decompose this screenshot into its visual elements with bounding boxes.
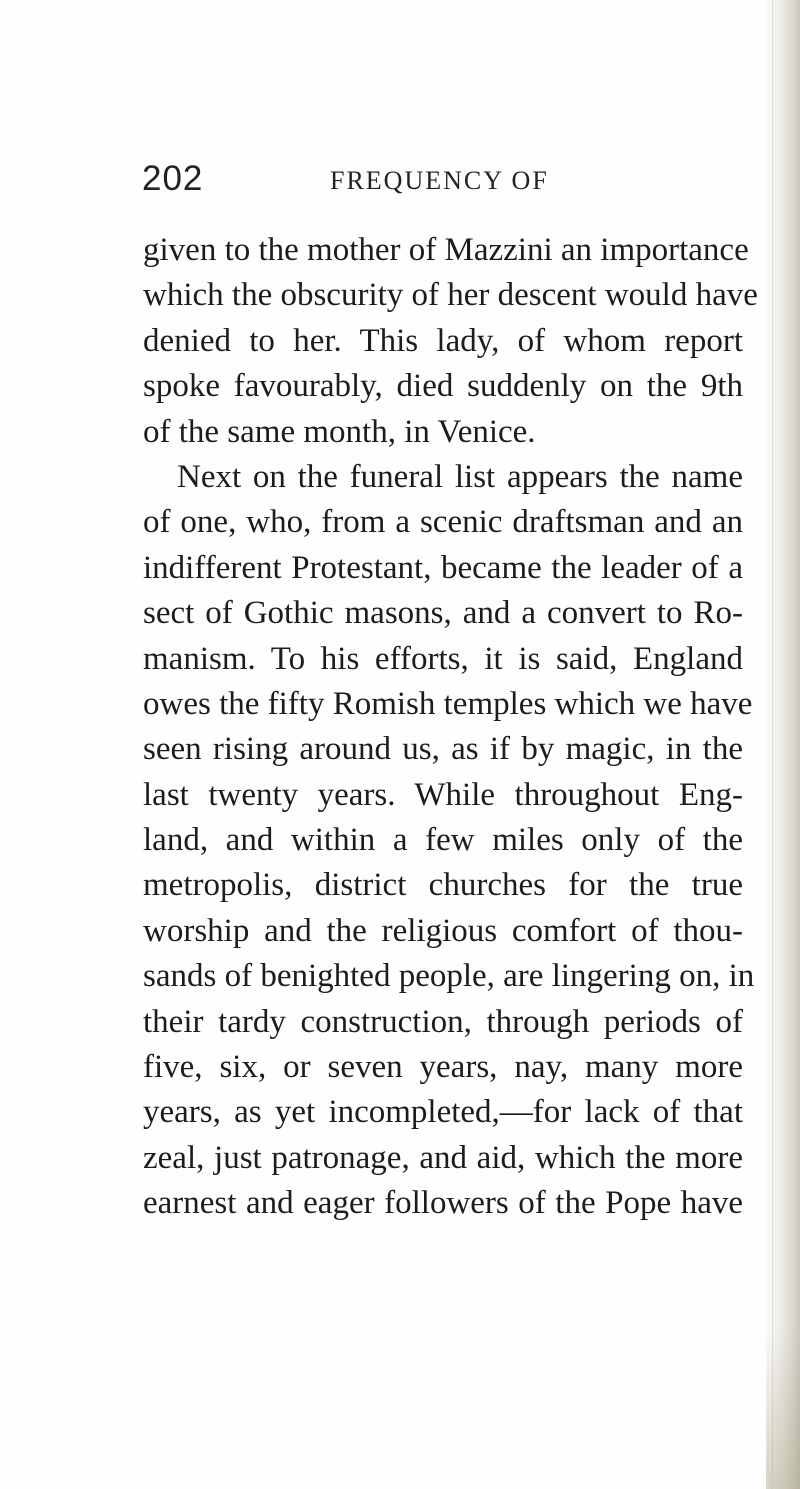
- text-line: worship and the religious comfort of thou-: [143, 912, 743, 949]
- text-line: sect of Gothic masons, and a convert to Ro-: [143, 595, 743, 632]
- running-head: FREQUENCY OF: [330, 166, 549, 195]
- text-line: given to the mother of Mazzini an importance: [143, 232, 749, 268]
- text-line: metropolis, district churches for the true: [143, 867, 743, 904]
- text-line: denied to her. This lady, of whom report: [143, 322, 743, 359]
- text-line: five, six, or seven years, nay, many more: [143, 1049, 743, 1086]
- text-line: owes the fifty Romish temples which we have: [143, 685, 753, 722]
- text-line: seen rising around us, as if by magic, in the: [143, 731, 743, 768]
- text-line: of one, who, from a scenic draftsman and an: [143, 504, 743, 541]
- text-line: which the obscurity of her descent would have: [143, 277, 758, 314]
- text-line: spoke favourably, died suddenly on the 9th: [143, 368, 743, 405]
- text-line: land, and within a few miles only of the: [143, 822, 743, 859]
- text-line: zeal, just patronage, and aid, which the more: [143, 1139, 743, 1176]
- text-line: Next on the funeral list appears the name: [177, 458, 743, 495]
- text-line: manism. To his efforts, it is said, England: [143, 640, 743, 677]
- text-line: years, as yet incompleted,—for lack of that: [143, 1094, 743, 1131]
- body-text: [143, 228, 758, 1227]
- text-line: indifferent Protestant, became the leader of a: [143, 549, 743, 586]
- text-line: last twenty years. While throughout Eng-: [143, 776, 743, 813]
- text-line: sands of benighted people, are lingering on, in: [143, 958, 755, 995]
- text-line: of the same month, in Venice.: [143, 413, 536, 450]
- page-number: 202: [142, 159, 204, 198]
- page-edge-shadow: [766, 0, 800, 1489]
- text-line: earnest and eager followers of the Pope have: [143, 1185, 743, 1222]
- text-line: their tardy construction, through periods of: [143, 1003, 743, 1040]
